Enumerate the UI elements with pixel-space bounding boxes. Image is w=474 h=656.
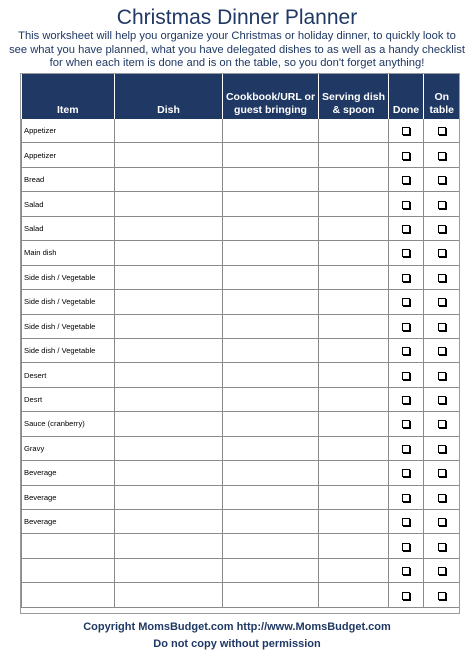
cookbook-cell[interactable] xyxy=(223,216,319,240)
dish-cell[interactable] xyxy=(115,436,223,460)
item-cell: Main dish xyxy=(22,241,115,265)
on-table-checkbox[interactable] xyxy=(438,567,446,575)
on-table-checkbox[interactable] xyxy=(438,494,446,502)
on-table-checkbox[interactable] xyxy=(438,469,446,477)
footer-copyright: Copyright MomsBudget.com http://www.MomsBudget.com xyxy=(83,621,391,633)
header-row xyxy=(22,74,460,119)
cookbook-cell[interactable] xyxy=(223,412,319,436)
serving-dish-cell[interactable] xyxy=(319,558,389,582)
header-dish: Dish xyxy=(115,74,223,119)
item-cell: Side dish / Vegetable xyxy=(22,338,115,362)
done-checkbox[interactable] xyxy=(402,152,410,160)
on-table-checkbox[interactable] xyxy=(438,274,446,282)
serving-dish-cell[interactable] xyxy=(319,510,389,534)
table-row xyxy=(22,192,460,216)
done-cell xyxy=(389,241,424,265)
done-checkbox[interactable] xyxy=(402,274,410,282)
on-table-cell xyxy=(424,216,460,240)
table-row xyxy=(22,436,460,460)
header-on-table: On table xyxy=(424,74,460,119)
table-row xyxy=(22,387,460,411)
on-table-checkbox[interactable] xyxy=(438,323,446,331)
footer-permission: Do not copy without permission xyxy=(153,638,321,650)
cookbook-cell[interactable] xyxy=(223,387,319,411)
dish-cell[interactable] xyxy=(115,363,223,387)
serving-dish-cell[interactable] xyxy=(319,387,389,411)
done-cell xyxy=(389,290,424,314)
on-table-cell xyxy=(424,338,460,362)
serving-dish-cell[interactable] xyxy=(319,338,389,362)
done-cell xyxy=(389,485,424,509)
done-cell xyxy=(389,119,424,143)
serving-dish-cell[interactable] xyxy=(319,363,389,387)
done-cell xyxy=(389,412,424,436)
serving-dish-cell[interactable] xyxy=(319,143,389,167)
done-checkbox[interactable] xyxy=(402,372,410,380)
on-table-cell xyxy=(424,192,460,216)
dish-cell[interactable] xyxy=(115,485,223,509)
cookbook-cell[interactable] xyxy=(223,583,319,607)
header-done: Done xyxy=(389,74,424,119)
done-checkbox[interactable] xyxy=(402,469,410,477)
on-table-cell xyxy=(424,461,460,485)
on-table-cell xyxy=(424,167,460,191)
on-table-checkbox[interactable] xyxy=(438,396,446,404)
on-table-checkbox[interactable] xyxy=(438,249,446,257)
on-table-cell xyxy=(424,387,460,411)
done-cell xyxy=(389,534,424,558)
dish-cell[interactable] xyxy=(115,192,223,216)
table-row xyxy=(22,558,460,582)
planner-table xyxy=(21,74,460,608)
serving-dish-cell[interactable] xyxy=(319,265,389,289)
table-row xyxy=(22,363,460,387)
done-checkbox[interactable] xyxy=(402,323,410,331)
item-cell: Sauce (cranberry) xyxy=(22,412,115,436)
done-checkbox[interactable] xyxy=(402,518,410,526)
cookbook-cell[interactable] xyxy=(223,143,319,167)
table-row xyxy=(22,143,460,167)
serving-dish-cell[interactable] xyxy=(319,119,389,143)
serving-dish-cell[interactable] xyxy=(319,167,389,191)
serving-dish-cell[interactable] xyxy=(319,216,389,240)
on-table-cell xyxy=(424,510,460,534)
item-cell: Beverage xyxy=(22,510,115,534)
item-cell: Beverage xyxy=(22,461,115,485)
dish-cell[interactable] xyxy=(115,583,223,607)
item-cell: Beverage xyxy=(22,485,115,509)
done-cell xyxy=(389,216,424,240)
cookbook-cell[interactable] xyxy=(223,290,319,314)
serving-dish-cell[interactable] xyxy=(319,461,389,485)
on-table-cell xyxy=(424,143,460,167)
done-cell xyxy=(389,338,424,362)
done-cell xyxy=(389,387,424,411)
table-row xyxy=(22,510,460,534)
done-cell xyxy=(389,363,424,387)
serving-dish-cell[interactable] xyxy=(319,412,389,436)
on-table-cell xyxy=(424,583,460,607)
cookbook-cell[interactable] xyxy=(223,534,319,558)
done-checkbox[interactable] xyxy=(402,592,410,600)
cookbook-cell[interactable] xyxy=(223,510,319,534)
table-row xyxy=(22,216,460,240)
on-table-cell xyxy=(424,363,460,387)
serving-dish-cell[interactable] xyxy=(319,534,389,558)
on-table-cell xyxy=(424,436,460,460)
serving-dish-cell[interactable] xyxy=(319,241,389,265)
done-checkbox[interactable] xyxy=(402,201,410,209)
done-checkbox[interactable] xyxy=(402,176,410,184)
done-cell xyxy=(389,558,424,582)
table-row xyxy=(22,338,460,362)
dish-cell[interactable] xyxy=(115,338,223,362)
table-body xyxy=(22,119,460,607)
dish-cell[interactable] xyxy=(115,412,223,436)
table-row xyxy=(22,290,460,314)
cookbook-cell[interactable] xyxy=(223,192,319,216)
cookbook-cell[interactable] xyxy=(223,167,319,191)
on-table-cell xyxy=(424,314,460,338)
item-cell: Desert xyxy=(22,363,115,387)
dish-cell[interactable] xyxy=(115,265,223,289)
planner-table-container xyxy=(20,73,460,614)
done-cell xyxy=(389,510,424,534)
table-row xyxy=(22,119,460,143)
cookbook-cell[interactable] xyxy=(223,461,319,485)
on-table-checkbox[interactable] xyxy=(438,201,446,209)
done-cell xyxy=(389,461,424,485)
dish-cell[interactable] xyxy=(115,119,223,143)
table-row xyxy=(22,241,460,265)
dish-cell[interactable] xyxy=(115,314,223,338)
item-cell: Bread xyxy=(22,167,115,191)
header-serving-dish: Serving dish & spoon xyxy=(319,74,389,119)
item-cell xyxy=(22,583,115,607)
done-cell xyxy=(389,167,424,191)
done-checkbox[interactable] xyxy=(402,249,410,257)
on-table-cell xyxy=(424,558,460,582)
done-checkbox[interactable] xyxy=(402,543,410,551)
header-item: Item xyxy=(22,74,115,119)
cookbook-cell[interactable] xyxy=(223,558,319,582)
table-row xyxy=(22,314,460,338)
serving-dish-cell[interactable] xyxy=(319,485,389,509)
on-table-checkbox[interactable] xyxy=(438,176,446,184)
serving-dish-cell[interactable] xyxy=(319,192,389,216)
done-checkbox[interactable] xyxy=(402,127,410,135)
serving-dish-cell[interactable] xyxy=(319,314,389,338)
dish-cell[interactable] xyxy=(115,143,223,167)
done-cell xyxy=(389,265,424,289)
on-table-cell xyxy=(424,534,460,558)
dish-cell[interactable] xyxy=(115,461,223,485)
table-row xyxy=(22,167,460,191)
item-cell: Appetizer xyxy=(22,143,115,167)
on-table-cell xyxy=(424,412,460,436)
done-checkbox[interactable] xyxy=(402,396,410,404)
on-table-cell xyxy=(424,485,460,509)
serving-dish-cell[interactable] xyxy=(319,436,389,460)
item-cell: Salad xyxy=(22,216,115,240)
on-table-checkbox[interactable] xyxy=(438,592,446,600)
dish-cell[interactable] xyxy=(115,241,223,265)
on-table-checkbox[interactable] xyxy=(438,420,446,428)
on-table-cell xyxy=(424,241,460,265)
done-checkbox[interactable] xyxy=(402,347,410,355)
done-cell xyxy=(389,436,424,460)
table-row xyxy=(22,412,460,436)
cookbook-cell[interactable] xyxy=(223,241,319,265)
dish-cell[interactable] xyxy=(115,167,223,191)
on-table-checkbox[interactable] xyxy=(438,518,446,526)
on-table-checkbox[interactable] xyxy=(438,152,446,160)
header-cookbook: Cookbook/URL or guest bringing xyxy=(223,74,319,119)
item-cell: Salad xyxy=(22,192,115,216)
table-row xyxy=(22,485,460,509)
intro-text: This worksheet will help you organize your Christmas or holiday dinner, to quickly look to see what you have planned, what you have delegated dishes to as well as a handy checklist for when each item is done and is on the table, so you don't forget anything! xyxy=(9,30,465,69)
done-cell xyxy=(389,314,424,338)
on-table-checkbox[interactable] xyxy=(438,127,446,135)
dish-cell[interactable] xyxy=(115,534,223,558)
on-table-checkbox[interactable] xyxy=(438,372,446,380)
item-cell: Desrt xyxy=(22,387,115,411)
dish-cell[interactable] xyxy=(115,216,223,240)
page-title: Christmas Dinner Planner xyxy=(116,6,358,29)
cookbook-cell[interactable] xyxy=(223,436,319,460)
cookbook-cell[interactable] xyxy=(223,363,319,387)
item-cell: Side dish / Vegetable xyxy=(22,265,115,289)
item-cell xyxy=(22,534,115,558)
done-checkbox[interactable] xyxy=(402,225,410,233)
serving-dish-cell[interactable] xyxy=(319,583,389,607)
done-checkbox[interactable] xyxy=(402,420,410,428)
on-table-checkbox[interactable] xyxy=(438,298,446,306)
cookbook-cell[interactable] xyxy=(223,338,319,362)
dish-cell[interactable] xyxy=(115,387,223,411)
item-cell: Gravy xyxy=(22,436,115,460)
on-table-checkbox[interactable] xyxy=(438,347,446,355)
cookbook-cell[interactable] xyxy=(223,314,319,338)
done-checkbox[interactable] xyxy=(402,567,410,575)
on-table-cell xyxy=(424,290,460,314)
cookbook-cell[interactable] xyxy=(223,265,319,289)
on-table-checkbox[interactable] xyxy=(438,543,446,551)
item-cell xyxy=(22,558,115,582)
table-row xyxy=(22,265,460,289)
item-cell: Appetizer xyxy=(22,119,115,143)
serving-dish-cell[interactable] xyxy=(319,290,389,314)
done-checkbox[interactable] xyxy=(402,298,410,306)
dish-cell[interactable] xyxy=(115,510,223,534)
cookbook-cell[interactable] xyxy=(223,119,319,143)
dish-cell[interactable] xyxy=(115,290,223,314)
done-cell xyxy=(389,143,424,167)
table-row xyxy=(22,461,460,485)
on-table-checkbox[interactable] xyxy=(438,225,446,233)
on-table-cell xyxy=(424,265,460,289)
done-cell xyxy=(389,192,424,216)
cookbook-cell[interactable] xyxy=(223,485,319,509)
table-row xyxy=(22,583,460,607)
on-table-cell xyxy=(424,119,460,143)
done-cell xyxy=(389,583,424,607)
item-cell: Side dish / Vegetable xyxy=(22,290,115,314)
done-checkbox[interactable] xyxy=(402,445,410,453)
on-table-checkbox[interactable] xyxy=(438,445,446,453)
item-cell: Side dish / Vegetable xyxy=(22,314,115,338)
done-checkbox[interactable] xyxy=(402,494,410,502)
dish-cell[interactable] xyxy=(115,558,223,582)
table-row xyxy=(22,534,460,558)
